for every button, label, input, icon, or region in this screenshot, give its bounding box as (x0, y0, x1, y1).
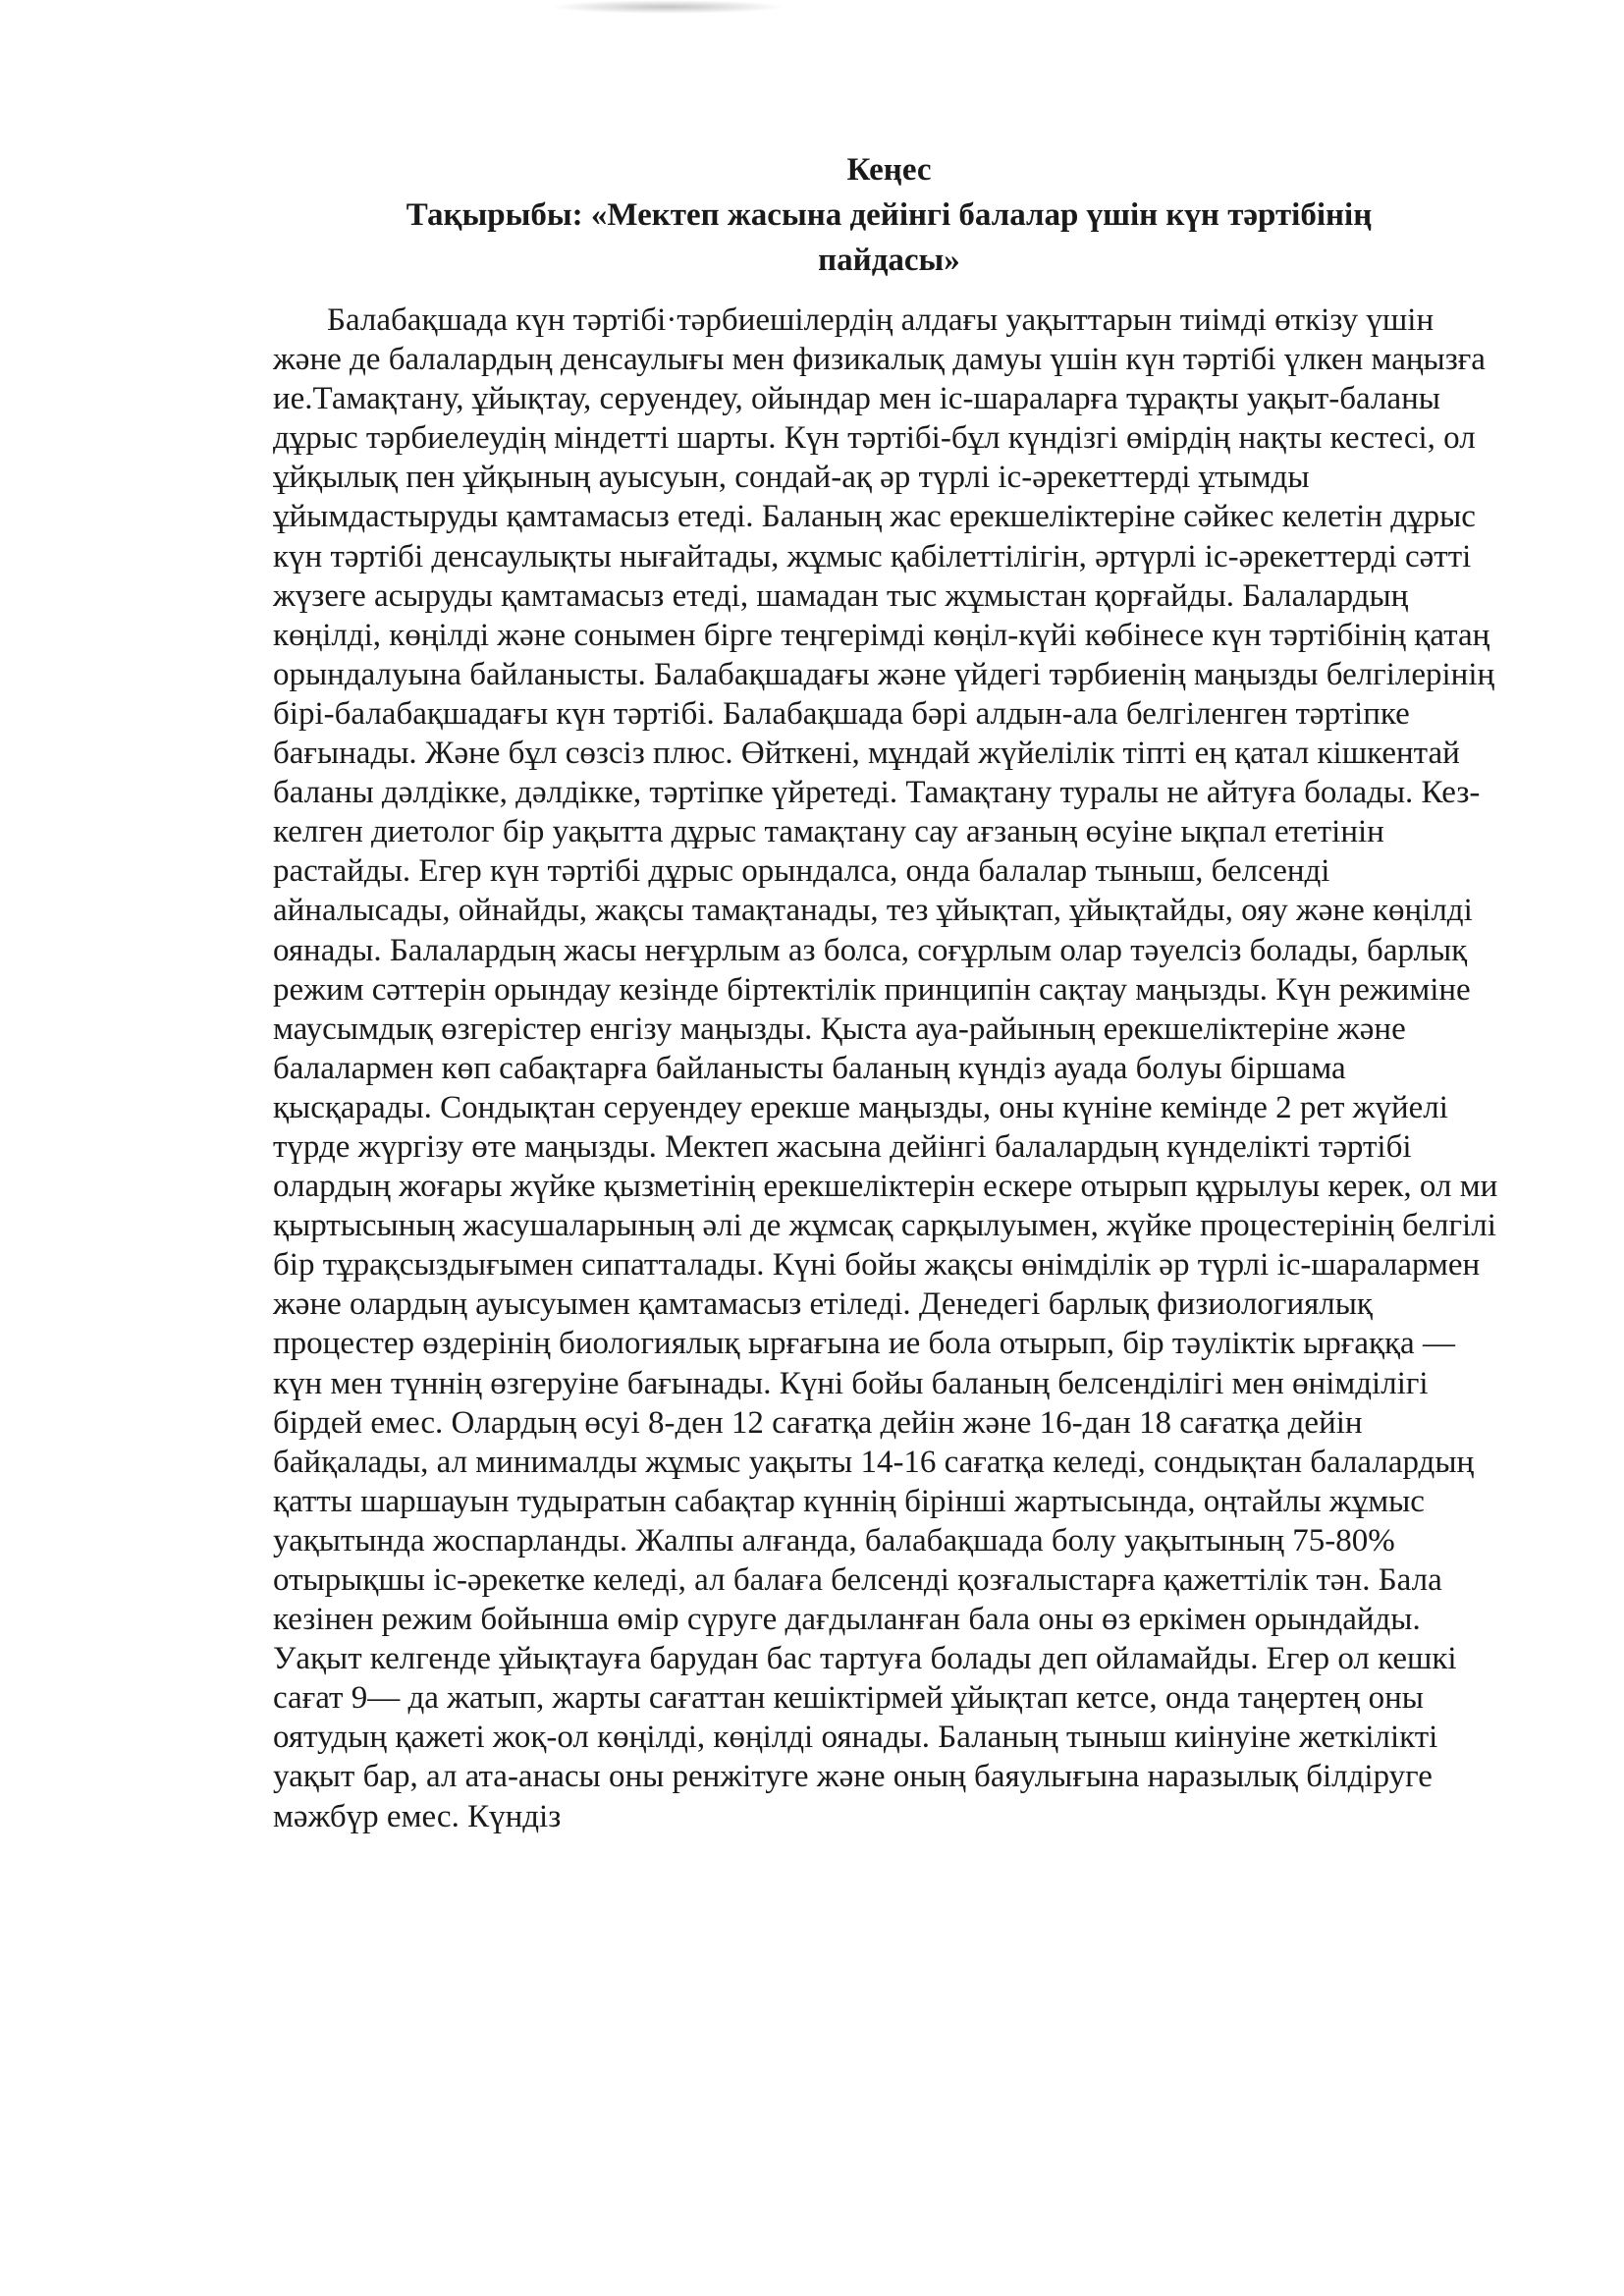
scan-artifact (550, 0, 785, 14)
document-body-paragraph: Балабақшада күн тәртібі·тәрбиешілердің алдағы уақыттарын тиімді өткізу үшін және де балалардың денсаулығы мен физикалық дамуы үшін күн тәртібі үлкен маңызға ие.Тамақтану, ұйықтау, серуендеу, ойындар мен іс-шараларға тұрақты уақыт-баланы дұрыс тәрбиелеудің міндетті шарты. Күн тәртібі-бұл күндізгі өмірдің нақты кестесі, ол ұйқылық пен ұйқының ауысуын, сондай-ақ әр түрлі іс-әрекеттерді ұтымды ұйымдастыруды қамтамасыз етеді. Баланың жас ерекшеліктеріне сәйкес келетін дұрыс күн тәртібі денсаулықты нығайтады, жұмыс қабілеттілігін, әртүрлі іс-әрекеттерді сәтті жүзеге асыруды қамтамасыз етеді, шамадан тыс жұмыстан қорғайды. Балалардың көңілді, көңілді және сонымен бірге теңгерімді көңіл-күйі көбінесе күн тәртібінің қатаң орындалуына байланысты. Балабақшадағы және үйдегі тәрбиенің маңызды белгілерінің бірі-балабақшадағы күн тәртібі. Балабақшада бәрі алдын-ала белгіленген тәртіпке бағынады. Және бұл сөзсіз плюс. Өйткені, мұндай жүйелілік тіпті ең қатал кішкентай баланы дәлдікке, дәлдікке, тәртіпке үйретеді. Тамақтану туралы не айтуға болады. Кез-келген диетолог бір уақытта дұрыс тамақтану сау ағзаның өсуіне ықпал ететінін растайды. Егер күн тәртібі дұрыс орындалса, онда балалар тыныш, белсенді айналысады, ойнайды, жақсы тамақтанады, тез ұйықтап, ұйықтайды, ояу және көңілді оянады. Балалардың жасы неғұрлым аз болса, соғұрлым олар тәуелсіз болады, барлық режим сәттерін орындау кезінде біртектілік принципін сақтау маңызды. Күн режиміне маусымдық өзгерістер енгізу маңызды. Қыста ауа-райының ерекшеліктеріне және балалармен көп сабақтарға байланысты баланың күндіз ауада болуы біршама қысқарады. Сондықтан серуендеу ерекше маңызды, оны күніне кемінде 2 рет жүйелі түрде жүргізу өте маңызды. Мектеп жасына дейінгі балалардың күнделікті тәртібі олардың жоғары жүйке қызметінің ерекшеліктерін ескере отырып құрылуы керек, ол ми қыртысының жасушаларының әлі де жұмсақ сарқылуымен, жүйке процестерінің белгілі бір тұрақсыздығымен сипатталады. Күні бойы жақсы өнімділік әр түрлі іс-шаралармен және олардың ауысуымен қамтамасыз етіледі. Денедегі барлық физиологиялық процестер өздерінің биологиялық ырғағына ие бола отырып, бір тәуліктік ырғаққа — күн мен түннің өзгеруіне бағынады. Күні бойы баланың белсенділігі мен өнімділігі бірдей емес. Олардың өсуі 8-ден 12 сағатқа дейін және 16-дан 18 сағатқа дейін байқалады, ал минималды жұмыс уақыты 14-16 сағатқа келеді, сондықтан балалардың қатты шаршауын тудыратын сабақтар күннің бірінші жартысында, оңтайлы жұмыс уақытында жоспарланды. Жалпы алғанда, балабақшада болу уақытының 75-80% отырықшы іс-әрекетке келеді, ал балаға белсенді қозғалыстарға қажеттілік тән. Бала кезінен режим бойынша өмір сүруге дағдыланған бала оны өз еркімен орындайды. Уақыт келгенде ұйықтауға барудан бас тартуға болады деп ойламайды. Егер ол кешкі сағат 9— да жатып, жарты сағаттан кешіктірмей ұйықтап кетсе, онда таңертең оны оятудың қажеті жоқ-ол көңілді, көңілді оянады. Баланың тыныш киінуіне жеткілікті уақыт бар, ал ата-анасы оны ренжітуге және оның баяулығына наразылық білдіруге мәжбүр емес. Күндіз (273, 302, 1498, 1834)
document-label: Кеңес (846, 152, 932, 188)
document-page (273, 147, 1505, 1836)
document-title-line-2: пайдасы» (818, 243, 960, 278)
document-title-line-1: Тақырыбы: «Мектеп жасына дейінгі балалар үшін күн тәртібінің (406, 197, 1373, 233)
